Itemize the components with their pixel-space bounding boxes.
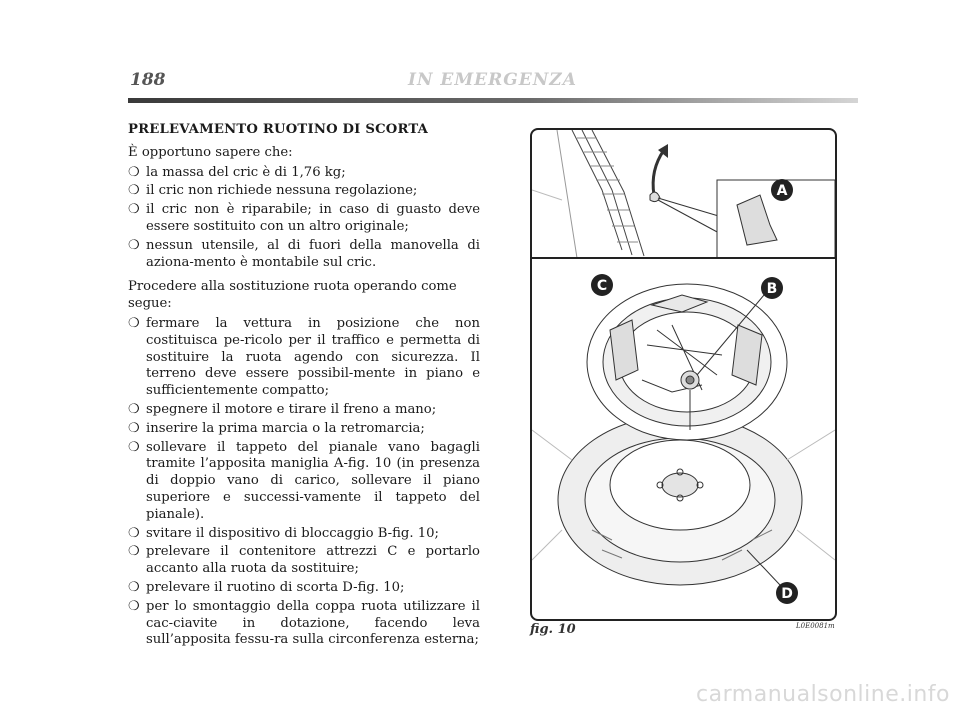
lift-arrow-icon bbox=[653, 150, 664, 195]
intro-text: È opportuno sapere che: bbox=[128, 144, 293, 160]
spare-wheel-drawing bbox=[532, 415, 835, 585]
bullet-icon: ❍ bbox=[128, 579, 140, 595]
header-rule bbox=[128, 98, 858, 103]
bullet-icon: ❍ bbox=[128, 164, 140, 180]
bullet-icon: ❍ bbox=[128, 202, 140, 218]
figure-10 bbox=[530, 128, 837, 621]
list-item: ❍ per lo smontaggio della coppa ruota utilizzare il cac-ciavite in dotazione, facendo leva sull’apposita fessu-ra sulla circonferenza esterna; bbox=[128, 598, 480, 648]
list-item: ❍ fermare la vettura in posizione che non costituisca pe-ricolo per il traffico e permetta di sostituire la ruota agendo con sicurezza. Il terreno deve essere possibil-mente in piano e sufficientemente compatto; bbox=[128, 315, 480, 399]
spare-wheel-illustration bbox=[532, 130, 835, 619]
trunk-floor-drawing bbox=[532, 130, 644, 258]
bullet-icon: ❍ bbox=[128, 183, 140, 199]
watermark: carmanualsonline.info bbox=[696, 682, 950, 707]
bullet-icon: ❍ bbox=[128, 401, 140, 417]
section-heading: PRELEVAMENTO RUOTINO DI SCORTA bbox=[128, 122, 429, 137]
list-item: ❍ svitare il dispositivo di bloccaggio B-fig. 10; bbox=[128, 525, 439, 541]
bullet-icon: ❍ bbox=[128, 598, 140, 614]
list-item: ❍ la massa del cric è di 1,76 kg; bbox=[128, 164, 346, 180]
bullet-icon: ❍ bbox=[128, 525, 140, 541]
bullet-icon: ❍ bbox=[128, 420, 140, 436]
callout-a-label: A bbox=[776, 183, 788, 199]
tool-tray-drawing bbox=[587, 284, 787, 440]
bullet-icon: ❍ bbox=[128, 237, 140, 253]
callout-d-label: D bbox=[781, 586, 793, 602]
list-item: ❍ il cric non è riparabile; in caso di guasto deve essere sostituito con un altro originale; bbox=[128, 202, 480, 234]
bullet-icon: ❍ bbox=[128, 544, 140, 560]
list-item: ❍ il cric non richiede nessuna regolazione; bbox=[128, 183, 418, 199]
facts-list bbox=[128, 165, 480, 272]
figure-code: L0E0081m bbox=[796, 622, 835, 630]
page-number: 188 bbox=[130, 70, 166, 90]
bullet-icon: ❍ bbox=[128, 315, 140, 331]
steps-list bbox=[128, 316, 480, 649]
figure-caption: fig. 10 bbox=[530, 622, 576, 637]
list-item: ❍ sollevare il tappeto del pianale vano bagagli tramite l’apposita maniglia A-fig. 10 (in presenza di doppio vano di carico, sollevare il piano superiore e successi-vamente il tappeto del pianale). bbox=[128, 439, 480, 522]
procedure-intro: Procedere alla sostituzione ruota operando come segue: bbox=[128, 279, 457, 312]
callout-b-label: B bbox=[766, 281, 778, 297]
list-item: ❍ inserire la prima marcia o la retromarcia; bbox=[128, 420, 425, 436]
section-title: IN EMERGENZA bbox=[408, 70, 577, 90]
list-item: ❍ spegnere il motore e tirare il freno a mano; bbox=[128, 401, 437, 417]
text-column bbox=[128, 122, 480, 651]
list-item: ❍ prelevare il ruotino di scorta D-fig. 10; bbox=[128, 579, 405, 595]
list-item: ❍ nessun utensile, al di fuori della manovella di aziona-mento è montabile sul cric. bbox=[128, 237, 480, 270]
list-item: ❍ prelevare il contenitore attrezzi C e portarlo accanto alla ruota da sostituire; bbox=[128, 544, 480, 577]
callout-c-label: C bbox=[596, 278, 608, 294]
bullet-icon: ❍ bbox=[128, 439, 140, 455]
